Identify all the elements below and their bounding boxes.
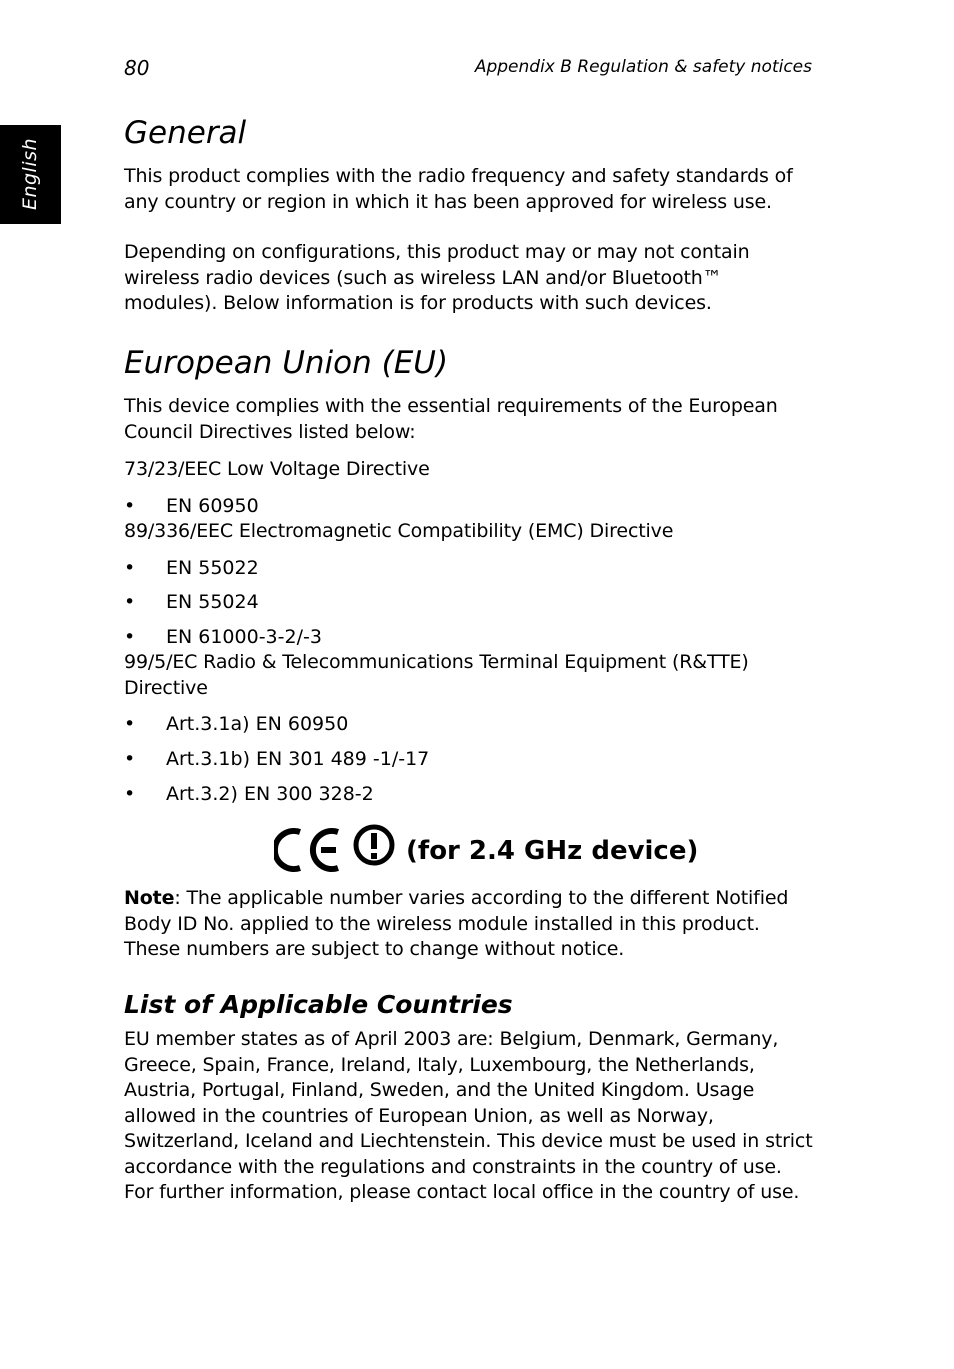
directive-rtte-title: 99/5/EC Radio & Telecommunications Terminal Equipment (R&TTE) — [124, 651, 749, 673]
ce-mark-row — [274, 824, 699, 876]
language-side-tab — [0, 125, 61, 224]
section-heading-general: General — [124, 115, 247, 151]
general-paragraph-1: This product complies with the radio frequency and safety standards of any country or region in which it has been approved for wireless use. — [124, 165, 793, 213]
note-text: : The applicable number varies according to the different Notified Body ID No. applied to the wireless module installed in this product. These numbers are subject to change without notice. — [124, 887, 789, 960]
eu-intro: This device complies with the essential requirements of the European Council Directives listed below: — [124, 395, 778, 443]
section-heading-eu: European Union (EU) — [124, 345, 449, 381]
section-heading-countries: List of Applicable Countries — [124, 990, 513, 1019]
general-paragraph-2: Depending on configurations, this product may or may not contain wireless radio devices (such as wireless LAN and/or Bluetooth™ modules). Below information is for products with such devices. — [124, 241, 750, 314]
note-label: Note — [124, 887, 175, 909]
directive-lvd-title: 73/23/EEC Low Voltage Directive — [124, 458, 430, 480]
note-paragraph — [124, 886, 814, 963]
countries-paragraph: EU member states as of April 2003 are: Belgium, Denmark, Germany, Greece, Spain, France, Ireland, Italy, Luxembourg, the Netherlands, Austria, Portugal, Finland, Sweden, and the United Kingdom. Usage allowed in the countries of European Union, as well as Norway, Switzerland, Iceland and Liechtenstein. This device must be used in strict accordance with the regulations and constraints in the country of use. For further information, please contact local office in the country of use. — [124, 1028, 813, 1203]
ce-mark-caption: (for 2.4 GHz device) — [406, 836, 699, 866]
running-header: Appendix B Regulation & safety notices — [474, 57, 812, 77]
directive-emc-title: 89/336/EEC Electromagnetic Compatibility (EMC) Directive — [124, 520, 674, 542]
page-number: 80 — [124, 56, 150, 80]
directive-rtte-title-cont: Directive — [124, 677, 208, 699]
side-tab-label: English — [19, 137, 41, 211]
